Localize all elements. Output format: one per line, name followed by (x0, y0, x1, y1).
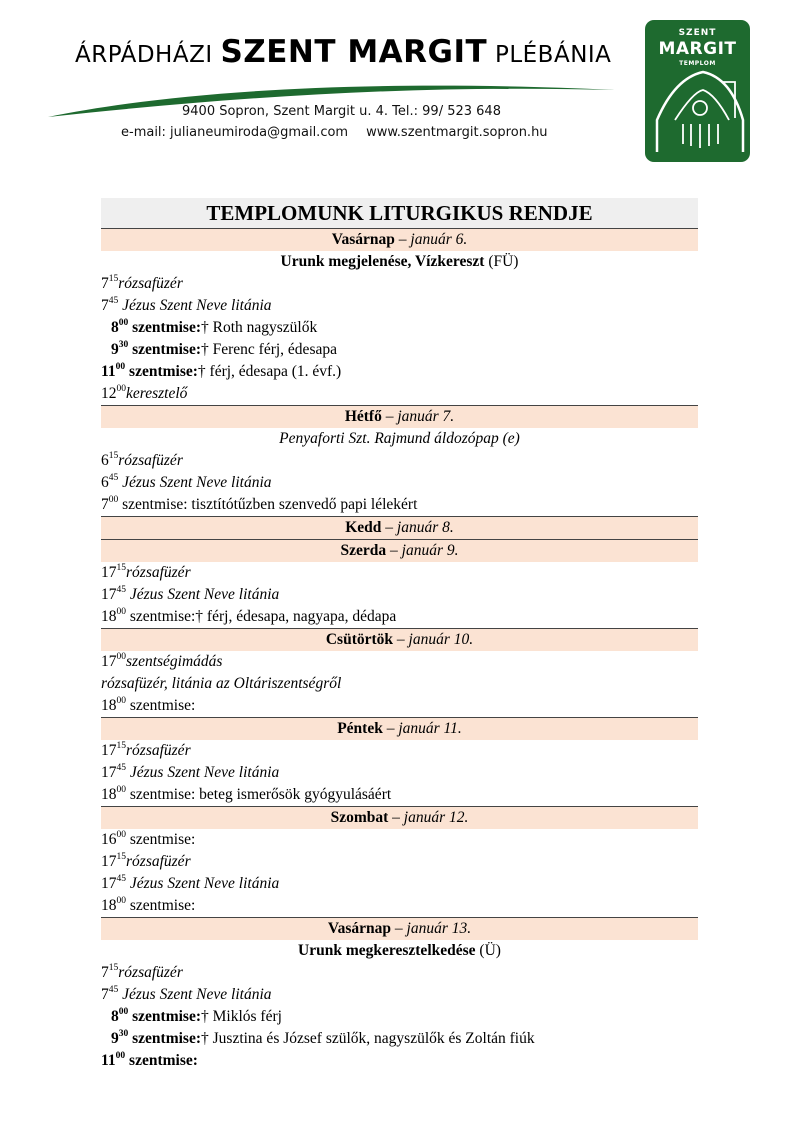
time-minute: 15 (116, 851, 126, 862)
time (101, 564, 126, 581)
entry-text: rózsafüzér, litánia az Oltáriszentségről (101, 675, 342, 692)
time-minute: 45 (108, 984, 119, 995)
time (101, 496, 118, 513)
time (101, 385, 126, 402)
time-hour: 17 (101, 875, 117, 892)
day-header (101, 628, 698, 651)
mass-label: szentmise: (125, 1052, 198, 1069)
time (101, 1052, 125, 1069)
time-hour: 17 (101, 586, 117, 603)
time-minute: 00 (116, 606, 126, 617)
entry-text: szentmise: (126, 831, 196, 848)
time-minute: 00 (116, 383, 126, 394)
logo-line1: SZENT (678, 28, 717, 38)
parish-name (75, 34, 611, 70)
letterhead (0, 0, 800, 180)
time (101, 474, 118, 491)
time-hour: 17 (101, 853, 117, 870)
time-hour: 16 (101, 831, 117, 848)
time (101, 986, 118, 1003)
entry-text: rózsafüzér (126, 564, 191, 581)
time-hour: 6 (101, 474, 109, 491)
entry-text: Jézus Szent Neve litánia (118, 986, 272, 1003)
time (111, 319, 128, 336)
day-name: Csütörtök (325, 631, 394, 648)
entry-text: rózsafüzér (118, 275, 183, 292)
day-header (101, 539, 698, 562)
time-minute: 15 (108, 273, 119, 284)
day-date: – január 13. (394, 920, 472, 937)
schedule-entry (101, 472, 698, 494)
schedule-entry (101, 695, 698, 717)
day-date: – január 10. (396, 631, 474, 648)
logo-line3: TEMPLOM (679, 60, 716, 67)
time-hour: 7 (101, 275, 109, 292)
schedule-entry (101, 984, 698, 1006)
time (101, 653, 126, 670)
time-minute: 00 (115, 361, 126, 372)
time-hour: 11 (101, 1052, 116, 1069)
entry-text: rózsafüzér (118, 964, 183, 981)
schedule-entry (101, 1028, 698, 1050)
time-minute: 45 (116, 762, 126, 773)
schedule-entry (101, 383, 698, 405)
schedule-entry (101, 606, 698, 628)
entry-text: † Jusztina és József szülők, nagyszülők és Zoltán fiúk (201, 1030, 535, 1047)
day-header (101, 516, 698, 539)
schedule-entry (101, 962, 698, 984)
schedule-entry (101, 339, 698, 361)
entry-text: szentmise: beteg ismerősök gyógyulásáért (126, 786, 392, 803)
time-minute: 00 (116, 784, 126, 795)
feast-line (101, 428, 698, 450)
parish-address: 9400 Sopron, Szent Margit u. 4. Tel.: 99/ 523 648 (182, 104, 501, 119)
time-minute: 00 (116, 895, 126, 906)
schedule-entry (101, 740, 698, 762)
time-minute: 00 (115, 1050, 126, 1061)
entry-text: szentmise:† férj, édesapa, nagyapa, dédapa (126, 608, 397, 625)
time-hour: 7 (101, 496, 109, 513)
time (101, 452, 118, 469)
day-name: Kedd (345, 519, 382, 536)
day-header (101, 806, 698, 829)
mass-label: szentmise: (128, 319, 201, 336)
schedule-entry (101, 1006, 698, 1028)
parish-name-part1: ÁRPÁDHÁZI (75, 42, 213, 68)
entry-text: rózsafüzér (126, 742, 191, 759)
time-hour: 7 (101, 986, 109, 1003)
time (111, 1008, 128, 1025)
time-minute: 45 (108, 295, 119, 306)
time-minute: 00 (116, 829, 126, 840)
day-date: – január 8. (385, 519, 454, 536)
schedule-entry (101, 295, 698, 317)
schedule-title: TEMPLOMUNK LITURGIKUS RENDJE (101, 198, 698, 228)
time (101, 853, 126, 870)
time (101, 275, 118, 292)
mass-label: szentmise: (128, 1008, 201, 1025)
day-date: – január 6. (398, 231, 468, 248)
time-hour: 18 (101, 697, 117, 714)
time-hour: 8 (111, 319, 119, 336)
liturgical-schedule (101, 198, 698, 1072)
schedule-entry (101, 562, 698, 584)
entry-text: szentmise: (126, 697, 196, 714)
parish-name-part3: PLÉBÁNIA (494, 42, 612, 68)
schedule-entry (101, 317, 698, 339)
time (101, 831, 126, 848)
time-hour: 8 (111, 1008, 119, 1025)
schedule-entry (101, 851, 698, 873)
schedule-entry (101, 651, 698, 673)
parish-email[interactable]: e-mail: julianeumiroda@gmail.com (121, 125, 349, 140)
day-header (101, 405, 698, 428)
feast-rank: (Ü) (475, 942, 501, 959)
day-name: Szombat (330, 809, 389, 826)
entry-text: rózsafüzér (126, 853, 191, 870)
feast-name: Urunk megjelenése, Vízkereszt (280, 253, 485, 270)
time-minute: 00 (118, 1006, 129, 1017)
feast-name: Urunk megkeresztelkedése (298, 942, 476, 959)
schedule-days (101, 228, 698, 1072)
schedule-entry (101, 829, 698, 851)
time-hour: 18 (101, 786, 117, 803)
parish-contact (121, 125, 548, 140)
time-minute: 00 (118, 317, 129, 328)
entry-text: keresztelő (126, 385, 188, 402)
time-minute: 30 (118, 1028, 129, 1039)
entry-text: rózsafüzér (118, 452, 183, 469)
entry-text: szentmise: tisztítótűzben szenvedő papi lélekért (118, 496, 418, 513)
time (101, 608, 126, 625)
time-minute: 45 (116, 584, 126, 595)
time-hour: 9 (111, 1030, 119, 1047)
schedule-entry (101, 494, 698, 516)
time-hour: 17 (101, 764, 117, 781)
mass-label: szentmise: (125, 363, 198, 380)
logo-line2: MARGIT (658, 39, 737, 59)
time-minute: 00 (116, 651, 126, 662)
time-minute: 45 (108, 472, 119, 483)
time-hour: 7 (101, 964, 109, 981)
schedule-entry (101, 784, 698, 806)
entry-text: † Roth nagyszülők (201, 319, 318, 336)
day-name: Péntek (337, 720, 383, 737)
time (101, 786, 126, 803)
schedule-entry (101, 895, 698, 917)
feast-name: Penyaforti Szt. Rajmund áldozópap (e) (279, 430, 520, 447)
day-header (101, 917, 698, 940)
entry-text: † Ferenc férj, édesapa (201, 341, 337, 358)
entry-text: Jézus Szent Neve litánia (118, 297, 272, 314)
time-minute: 15 (108, 450, 119, 461)
entry-text: Jézus Szent Neve litánia (118, 474, 272, 491)
feast-line (101, 251, 698, 273)
time-hour: 7 (101, 297, 109, 314)
day-name: Vasárnap (327, 920, 392, 937)
feast-rank: (FÜ) (484, 253, 519, 270)
mass-label: szentmise: (128, 341, 201, 358)
time (101, 964, 118, 981)
time-hour: 17 (101, 742, 117, 759)
time-minute: 15 (116, 740, 126, 751)
time-hour: 18 (101, 897, 117, 914)
feast-line (101, 940, 698, 962)
entry-text: Jézus Szent Neve litánia (126, 586, 280, 603)
time-minute: 15 (108, 962, 119, 973)
schedule-entry (101, 273, 698, 295)
entry-text: Jézus Szent Neve litánia (126, 875, 280, 892)
schedule-entry (101, 873, 698, 895)
time (101, 742, 126, 759)
schedule-entry (101, 1050, 698, 1072)
time-hour: 11 (101, 363, 116, 380)
schedule-entry (101, 762, 698, 784)
time-hour: 17 (101, 653, 117, 670)
time-hour: 18 (101, 608, 117, 625)
time-minute: 00 (116, 695, 126, 706)
time-minute: 15 (116, 562, 126, 573)
time (101, 897, 126, 914)
day-name: Szerda (340, 542, 387, 559)
entry-text: † férj, édesapa (1. évf.) (197, 363, 342, 380)
time (101, 297, 118, 314)
time-hour: 12 (101, 385, 117, 402)
entry-text: † Miklós férj (201, 1008, 282, 1025)
time (101, 586, 126, 603)
entry-text: szentmise: (126, 897, 196, 914)
schedule-entry (101, 450, 698, 472)
time (111, 1030, 128, 1047)
schedule-entry (101, 584, 698, 606)
time-hour: 6 (101, 452, 109, 469)
time-hour: 9 (111, 341, 119, 358)
time (101, 363, 125, 380)
day-name: Hétfő (344, 408, 382, 425)
time (101, 875, 126, 892)
time (101, 697, 126, 714)
day-name: Vasárnap (331, 231, 395, 248)
day-date: – január 7. (385, 408, 455, 425)
parish-name-part2: SZENT MARGIT (220, 34, 488, 70)
time-hour: 17 (101, 564, 117, 581)
entry-text: szentségimádás (126, 653, 223, 670)
day-date: – január 11. (386, 720, 462, 737)
parish-website[interactable]: www.szentmargit.sopron.hu (366, 125, 548, 140)
day-header (101, 717, 698, 740)
mass-label: szentmise: (128, 1030, 201, 1047)
schedule-entry (101, 673, 698, 695)
entry-text: Jézus Szent Neve litánia (126, 764, 280, 781)
church-logo (645, 20, 750, 162)
time (111, 341, 128, 358)
time (101, 764, 126, 781)
day-header (101, 228, 698, 251)
time-minute: 30 (118, 339, 129, 350)
schedule-entry (101, 361, 698, 383)
day-date: – január 12. (392, 809, 469, 826)
time-minute: 45 (116, 873, 126, 884)
day-date: – január 9. (390, 542, 459, 559)
time-minute: 00 (108, 494, 119, 505)
